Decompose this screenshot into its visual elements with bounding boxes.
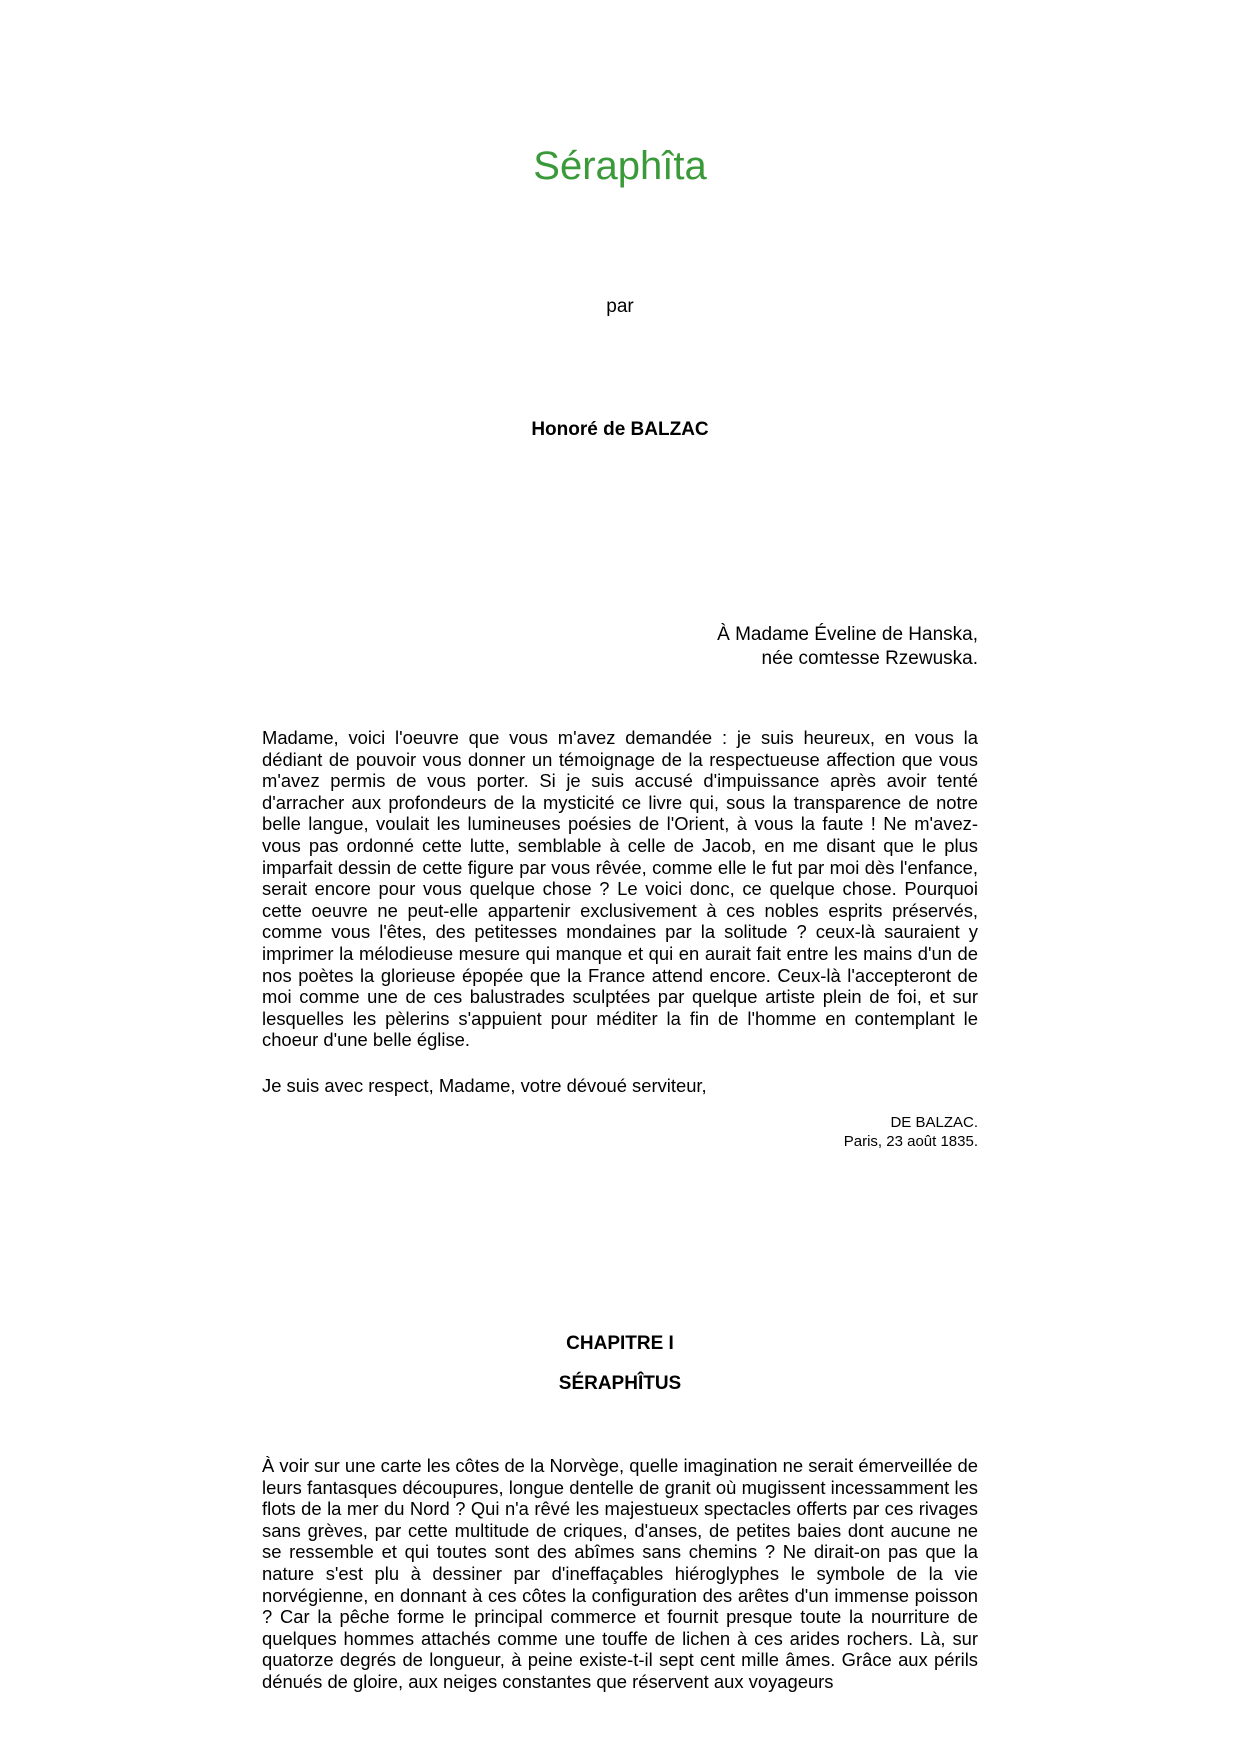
dedication-letter: Madame, voici l'oeuvre que vous m'avez demandée : je suis heureux, en vous la dédiant de pouvoir vous donner un témoignage de la respectueuse affection que vous m'avez permis de vous porter. Si je suis accusé d'impuissance après avoir tenté d'arracher aux profondeurs de la mysticité ce livre qui, sous la transparence de notre belle langue, voulait les lumineuses poésies de l'Orient, à vous la faute ! Ne m'avez-vous pas ordonné cette lutte, semblable à celle de Jacob, en me disant que le plus imparfait dessin de cette figure par vous rêvée, comme elle le fut par moi dès l'enfance, serait encore pour vous quelque chose ? Le voici donc, ce quelque chose. Pourquoi cette oeuvre ne peut-elle appartenir exclusivement à ces nobles esprits préservés, comme vous l'êtes, des petitesses mondaines par la solitude ? ceux-là sauraient y imprimer la mélodieuse mesure qui manque et qui en aurait fait entre les mains d'un de nos poètes la glorieuse épopée que la France attend encore. Ceux-là l'accepteront de moi comme une de ces balustrades sculptées par quelque artiste plein de foi, et sur lesquelles les pèlerins s'appuient pour méditer la fin de l'homme en contemplant le choeur d'une belle église. (262, 727, 978, 1051)
dedication-line-1: À Madame Éveline de Hanska, (717, 624, 978, 645)
signature-block (844, 1113, 978, 1151)
author-name: Honoré de BALZAC (531, 419, 709, 440)
chapter-number: CHAPITRE I (566, 1333, 674, 1354)
byline-par: par (606, 296, 634, 317)
chapter-opening-paragraph: À voir sur une carte les côtes de la Norvège, quelle imagination ne serait émerveillée de leurs fantasques découpures, longue dentelle de granit où mugissent incessamment les flots de la mer du Nord ? Qui n'a rêvé les majestueux spectacles offerts par ces rivages sans grèves, par cette multitude de criques, d'anses, de petites baies dont aucune ne se ressemble et qui toutes sont des abîmes sans chemins ? Ne dirait-on pas que la nature s'est plu à dessiner par d'ineffaçables hiéroglyphes le symbole de la vie norvégienne, en donnant à ces côtes la configuration des arêtes d'un immense poisson ? Car la pêche forme le principal commerce et fournit presque toute la nourriture de quelques hommes attachés comme une touffe de lichen à ces arides rochers. Là, sur quatorze degrés de longueur, à peine existe-t-il sept cent mille âmes. Grâce aux périls dénués de gloire, aux neiges constantes que réservent aux voyageurs (262, 1455, 978, 1692)
place-date: Paris, 23 août 1835. (843, 1133, 978, 1150)
chapter-title: SÉRAPHÎTUS (558, 1373, 682, 1394)
letter-closing: Je suis avec respect, Madame, votre dévoué serviteur, (262, 1075, 707, 1096)
dedication (717, 623, 978, 671)
dedication-line-2: née comtesse Rzewuska. (761, 648, 978, 669)
signature: DE BALZAC. (890, 1114, 978, 1131)
book-title: Séraphîta (533, 144, 707, 188)
